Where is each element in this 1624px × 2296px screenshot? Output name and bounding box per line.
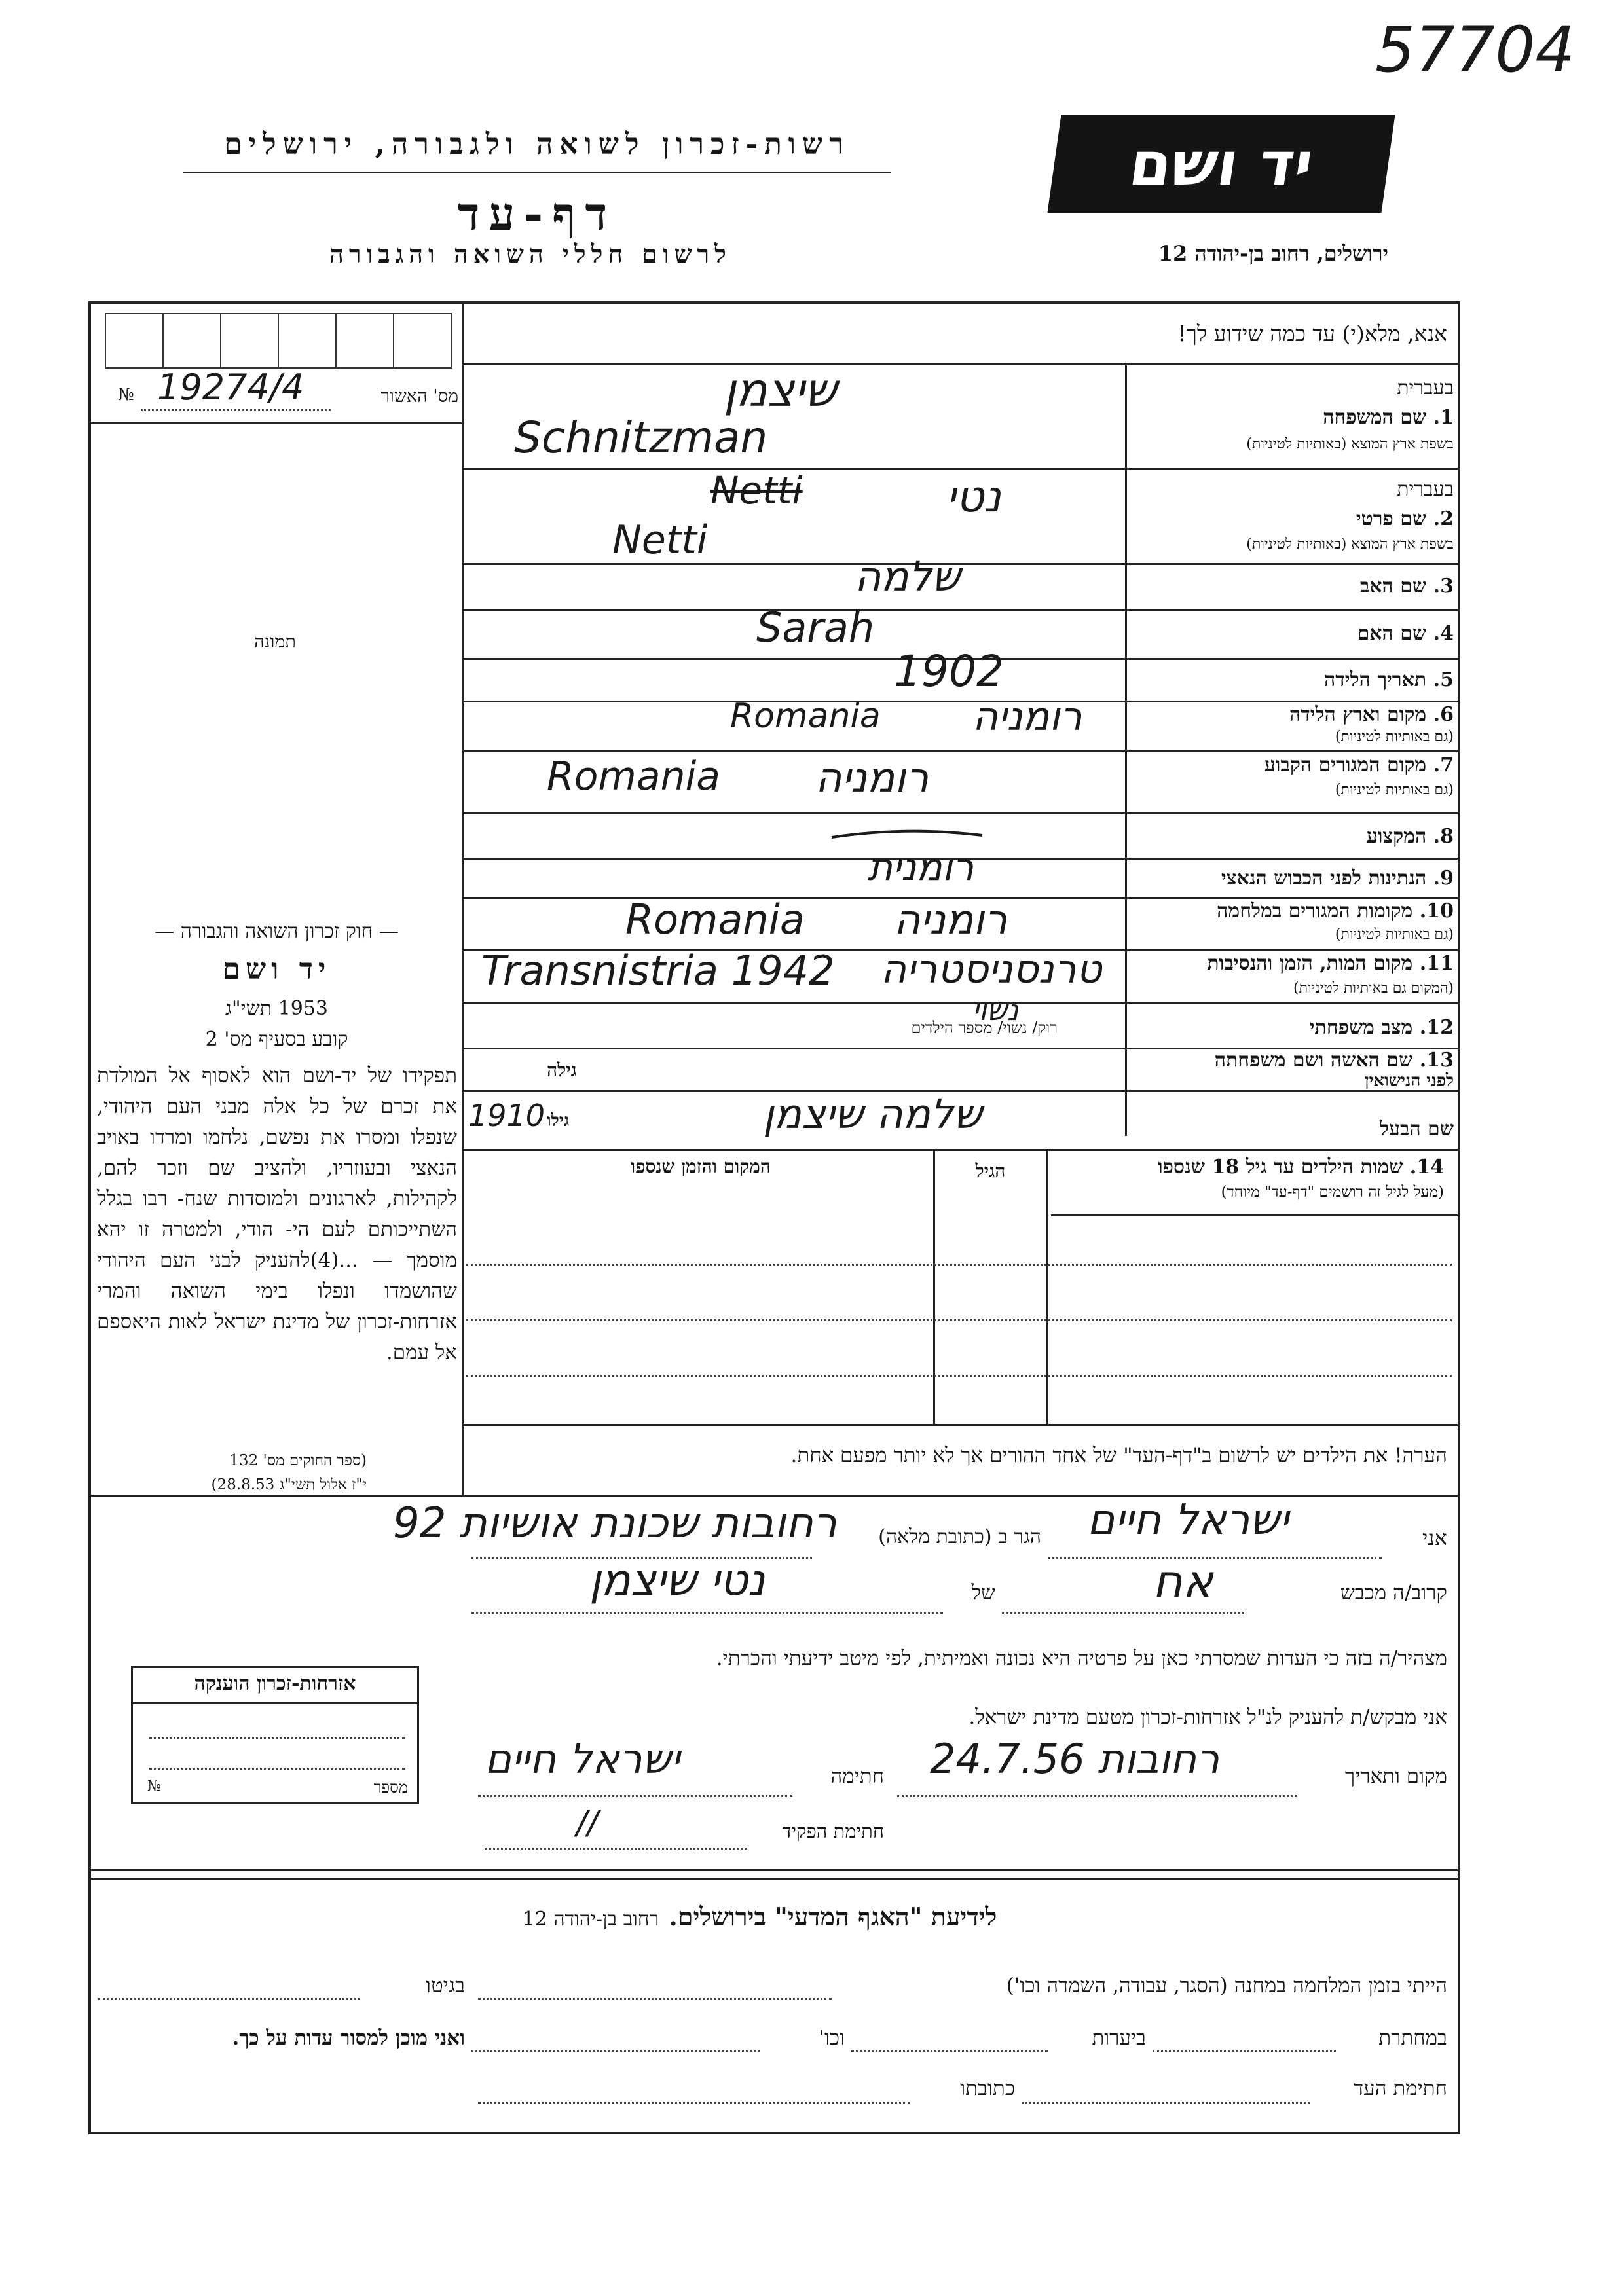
- registration-no-prefix: №: [118, 385, 134, 405]
- field-marital-status-label: [1310, 1016, 1454, 1039]
- occupation-dash-mark: [828, 821, 986, 847]
- field-marital-status-value[interactable]: נשוי: [972, 994, 1019, 1027]
- citizenship-box-line-2: [149, 1768, 405, 1770]
- children-line-2: [466, 1319, 1452, 1321]
- field-residence-sub: (גם באותיות לטיניות): [1335, 782, 1454, 798]
- field-father-name-value[interactable]: שלמה: [855, 553, 961, 600]
- field-surname-num: 1.: [1433, 406, 1454, 429]
- field-death-place-sub: (המקום גם באותיות לטיניות): [1293, 980, 1454, 996]
- field-wartime-residence-label-text: מקומות המגורים במלחמה: [1217, 900, 1413, 922]
- footer-line2-b: ביערות: [1092, 2026, 1146, 2050]
- declaration-statement: מצהיר/ה בזה כי העדות שמסרתי כאן על פרטיה היא נכונה ואמיתית, לפי מיטב ידיעתי והכרתי.: [716, 1647, 1447, 1670]
- children-header: [1051, 1156, 1444, 1178]
- field-death-place-label: [1207, 952, 1454, 975]
- declaration-signature-label: חתימה: [830, 1764, 884, 1788]
- field-residence-label-text: מקום המגורים הקבוע: [1264, 754, 1427, 776]
- field-father-name: [462, 553, 1460, 609]
- citizenship-box-title: אזרחות-זכרון הוענקה: [194, 1672, 356, 1695]
- declaration-i-line: [1048, 1557, 1382, 1559]
- children-num: 14.: [1409, 1156, 1444, 1178]
- field-father-name-num: 3.: [1433, 575, 1454, 598]
- field-death-place: [462, 947, 1460, 1002]
- field-surname-sub: בשפת ארץ המוצא (באותיות לטיניות): [1246, 436, 1454, 452]
- children-note: הערה! את הילדים יש לרשום ב"דף-העד" של אחד ההורים אך לא יותר מפעם אחת.: [790, 1444, 1447, 1467]
- field-residence-value-hebrew[interactable]: רומניה: [815, 754, 929, 801]
- law-years: 1953 תשי"ג: [225, 997, 328, 1020]
- field-death-place-value-hebrew[interactable]: טרנסניסטריה: [881, 947, 1102, 993]
- field-given-name-label-text: שם פרטי: [1356, 507, 1427, 530]
- field-surname-value-hebrew[interactable]: שיצמן: [724, 363, 838, 417]
- field-citizenship-label-text: הנתינות לפני הכבוש הנאצי: [1221, 867, 1427, 890]
- children-subtitle: (מעל לגיל זה רושמים "דף-עד" מיוחד): [1221, 1184, 1444, 1201]
- photo-label: תמונה: [254, 632, 296, 652]
- footer-line3-a: חתימת העד: [1354, 2077, 1447, 2100]
- field-given-name-label: [1356, 507, 1454, 530]
- field-husband-name-label: שם הבעל: [1379, 1118, 1454, 1140]
- footer-line3-b: כתובתו: [960, 2077, 1015, 2100]
- footer-line2-fill-b: [851, 2050, 1048, 2052]
- field-wife-name-label-text: שם האשה ושם משפחתה: [1214, 1049, 1413, 1072]
- law-section: קובע בסעיף מס' 2: [205, 1028, 348, 1051]
- children-line-3: [466, 1375, 1452, 1377]
- declaration-signature-line: [478, 1795, 792, 1797]
- field-mother-name-label-text: שם האם: [1357, 622, 1427, 645]
- field-surname-hebrew-tag: בעברית: [1397, 376, 1454, 399]
- citizenship-box-no-prefix: №: [147, 1778, 161, 1795]
- field-surname: [462, 363, 1460, 468]
- logo-text: יד ושם: [1125, 128, 1318, 199]
- field-birth-place-num: 6.: [1433, 703, 1454, 726]
- field-father-name-label-text: שם האב: [1359, 575, 1427, 598]
- children-col-div-1: [1046, 1149, 1048, 1424]
- field-husband-name: [462, 1091, 1460, 1149]
- authority-title: רשות-זכרון לשואה ולגבורה, ירושלים: [224, 128, 850, 161]
- field-marital-status: [462, 994, 1460, 1048]
- law-source-1: (ספר החוקים מס' 132: [229, 1452, 367, 1469]
- field-residence-label: [1264, 754, 1454, 776]
- yad-vashem-logo: [1047, 115, 1395, 213]
- field-citizenship-value[interactable]: רומנית: [868, 845, 974, 889]
- declaration-place-date[interactable]: רחובות 24.7.56: [930, 1735, 1220, 1783]
- field-husband-age-value[interactable]: 1910: [468, 1098, 545, 1133]
- header-address: ירושלים, רחוב בן-יהודה 12: [1158, 241, 1388, 266]
- field-marital-status-label-text: מצב משפחתי: [1309, 1016, 1413, 1039]
- declaration-officer-label: חתימת הפקיד: [782, 1820, 884, 1842]
- declaration-of-value[interactable]: נטי שיצמן: [589, 1555, 766, 1605]
- declaration-of-label: של: [971, 1581, 995, 1605]
- law-name: יד ושם: [222, 953, 331, 986]
- form-number: 57704: [1375, 13, 1576, 86]
- field-given-name-value-hebrew[interactable]: נטי: [946, 471, 1001, 522]
- citizenship-box: [131, 1666, 419, 1804]
- registration-number: 19274/4: [157, 367, 304, 408]
- field-surname-value-latin[interactable]: Schnitzman: [514, 412, 768, 463]
- field-husband-name-value[interactable]: שלמה שיצמן: [763, 1090, 983, 1138]
- law-text: תפקידו של יד-ושם הוא לאסוף אל המולדת את זכרם של כל אלה מבני העם היהודי, שנפלו ומסרו את נפשם, נלחמו ומרדו באויב הנאצי ובעוזריו, ולהציב שם וזכר להם, לקהילות, לארגונים ולמוסדות שנח- רבו בגלל השתייכותם לעם הי- הודי, ולמטרה זו יהא מוסמך — ...(4)להעניק לבני העם היהודי שהושמדו ונפלו בימי השואה והמרי אזרחות-זכרון של מדינת ישראל לאות היאספם אל עמם.: [97, 1064, 457, 1364]
- declaration-signature[interactable]: ישראל חיים: [485, 1735, 680, 1783]
- declaration-relation-line: [1002, 1612, 1244, 1614]
- footer-title-text: לידיעת "האגף המדעי" בירושלים.: [669, 1902, 997, 1931]
- field-given-name-value-latin[interactable]: Netti: [612, 517, 708, 563]
- declaration-of-line: [471, 1612, 943, 1614]
- field-birth-date: [462, 646, 1460, 701]
- field-surname-label-text: שם המשפחה: [1323, 406, 1427, 429]
- form-title: דף-עד: [457, 187, 617, 241]
- field-occupation-label-text: המקצוע: [1366, 825, 1427, 848]
- field-marital-status-hint: רוק/ נשוי/ מספר הילדים: [911, 1019, 1058, 1037]
- footer-line2-c: וכו': [819, 2026, 845, 2050]
- field-death-place-value-latin[interactable]: Transnistria 1942: [481, 947, 835, 994]
- field-father-name-label: [1360, 575, 1454, 598]
- declaration-relation-label: קרוב/ה מכבש: [1340, 1581, 1447, 1605]
- field-birth-date-label-text: תאריך הלידה: [1324, 668, 1427, 691]
- footer-sep-2: [88, 1878, 1460, 1880]
- instructions: אנא, מלא(י) עד כמה שידוע לך!: [1177, 321, 1447, 346]
- field-wartime-residence-num: 10.: [1419, 900, 1454, 922]
- field-given-name-hebrew-tag: בעברית: [1397, 478, 1454, 501]
- declaration-residing-label: הגר ב (כתובת מלאה): [878, 1525, 1041, 1548]
- footer-title: [327, 1902, 1192, 1932]
- footer-sep-1: [88, 1869, 1460, 1871]
- declaration-officer-signature[interactable]: //: [576, 1804, 599, 1842]
- declaration-address[interactable]: רחובות שכונת אושיות 92: [393, 1499, 838, 1548]
- registration-label: מס' האשור: [380, 386, 458, 407]
- field-wife-name-sub: לפני הנישואין: [1364, 1071, 1454, 1091]
- registration-divider: [88, 422, 463, 424]
- field-birth-place-label: [1289, 703, 1454, 726]
- law-source-2: י"ז אלול תשי"ג 28.8.53): [211, 1476, 367, 1493]
- field-death-place-label-text: מקום המות, הזמן והנסיבות: [1207, 952, 1413, 975]
- children-title: שמות הילדים עד גיל 18 שנספו: [1157, 1156, 1403, 1178]
- declaration-i-label: אני: [1422, 1525, 1447, 1550]
- footer-line1-fill-b: [98, 1998, 360, 2000]
- field-given-name: [462, 468, 1460, 563]
- footer-line3-fill-a: [1022, 2102, 1310, 2104]
- field-given-name-struck: Netti: [710, 468, 803, 513]
- field-wartime-residence: [462, 898, 1460, 949]
- row-sep-1: [462, 468, 1460, 470]
- children-col-age: הגיל: [975, 1160, 1006, 1182]
- declaration-place-date-label: מקום ותאריך: [1344, 1764, 1447, 1788]
- instructions-divider: [462, 363, 1460, 365]
- footer-line2-d: ואני מוכן למסור עדות על כך.: [232, 2026, 465, 2050]
- field-birth-place-value-hebrew[interactable]: רומניה: [972, 694, 1082, 740]
- field-birth-date-label: [1324, 668, 1454, 691]
- field-wife-name: [462, 1049, 1460, 1090]
- field-wartime-residence-label: [1217, 900, 1454, 922]
- registration-boxes: [105, 313, 452, 369]
- field-husband-age-label: גילו: [547, 1111, 570, 1131]
- footer-line2-a: במחתרת: [1378, 2026, 1447, 2050]
- children-line-1: [466, 1264, 1452, 1266]
- form-subtitle: לרשום חללי השואה והגבורה: [329, 239, 731, 268]
- field-citizenship-num: 9.: [1433, 867, 1454, 890]
- declaration-officer-line: [485, 1848, 747, 1850]
- field-birth-place-value-latin[interactable]: Romania: [730, 697, 881, 736]
- field-death-place-num: 11.: [1419, 952, 1454, 975]
- field-wartime-residence-value-hebrew[interactable]: רומניה: [894, 896, 1008, 943]
- field-birth-date-value[interactable]: 1902: [894, 646, 1004, 697]
- field-citizenship-label: [1221, 867, 1454, 890]
- footer-line1-a: הייתי בזמן המלחמה במחנה (הסגר, עבודה, השמדה וכו'): [1006, 1974, 1447, 1997]
- field-mother-name-value[interactable]: Sarah: [756, 604, 875, 651]
- field-given-name-num: 2.: [1433, 507, 1454, 530]
- field-wartime-residence-value-latin[interactable]: Romania: [625, 896, 805, 943]
- footer-line2-fill-a: [1153, 2050, 1336, 2052]
- footer-line1-fill-a: [478, 1998, 832, 2000]
- footer-line3-fill-b: [478, 2102, 910, 2104]
- field-birth-place: [462, 694, 1460, 750]
- children-header-sep: [1051, 1214, 1460, 1216]
- declaration-relation-value[interactable]: אח: [1153, 1555, 1213, 1609]
- children-col-div-2: [933, 1149, 935, 1424]
- field-birth-place-sub: (גם באותיות לטיניות): [1335, 729, 1454, 745]
- field-residence-num: 7.: [1433, 754, 1454, 776]
- footer-line1-b: בגיטו: [426, 1974, 465, 1997]
- note-sep: [462, 1424, 1460, 1426]
- field-mother-name-num: 4.: [1433, 622, 1454, 645]
- footer-line2-fill-c: [471, 2050, 760, 2052]
- field-marital-status-num: 12.: [1419, 1016, 1454, 1039]
- citizenship-box-number-label: מספר: [373, 1778, 408, 1796]
- declaration-request: אני מבקש/ת להעניק לנ"ל אזרחות-זכרון מטעם מדינת ישראל.: [969, 1705, 1447, 1729]
- authority-underline: [183, 172, 891, 173]
- footer-address: רחוב בן-יהודה 12: [522, 1908, 659, 1931]
- field-residence-value-latin[interactable]: Romania: [547, 754, 721, 799]
- field-surname-label: [1323, 406, 1454, 429]
- field-occupation-label: [1367, 825, 1454, 848]
- law-title: — חוק זכרון השואה והגבורה —: [155, 920, 399, 943]
- field-birth-date-num: 5.: [1433, 668, 1454, 691]
- row-sep-14: [462, 1149, 1460, 1151]
- field-birth-place-label-text: מקום וארץ הלידה: [1289, 703, 1427, 726]
- field-residence: [462, 751, 1460, 812]
- field-wife-name-label: [1215, 1049, 1454, 1072]
- field-citizenship: [462, 845, 1460, 897]
- field-wife-age-label: גילה: [547, 1059, 577, 1081]
- field-wartime-residence-sub: (גם באותיות לטיניות): [1335, 926, 1454, 943]
- citizenship-box-sep: [133, 1702, 417, 1704]
- registration-line: [141, 409, 331, 411]
- declaration-place-date-line: [897, 1795, 1297, 1797]
- field-given-name-sub: בשפת ארץ המוצא (באותיות לטיניות): [1246, 536, 1454, 553]
- field-occupation-num: 8.: [1433, 825, 1454, 848]
- citizenship-box-line-1: [149, 1737, 405, 1739]
- field-mother-name-label: [1357, 622, 1454, 645]
- children-col-place: המקום והזמן שנספו: [631, 1156, 771, 1177]
- field-wife-name-num: 13.: [1419, 1049, 1454, 1072]
- declaration-i-value[interactable]: ישראל חיים: [1087, 1496, 1289, 1544]
